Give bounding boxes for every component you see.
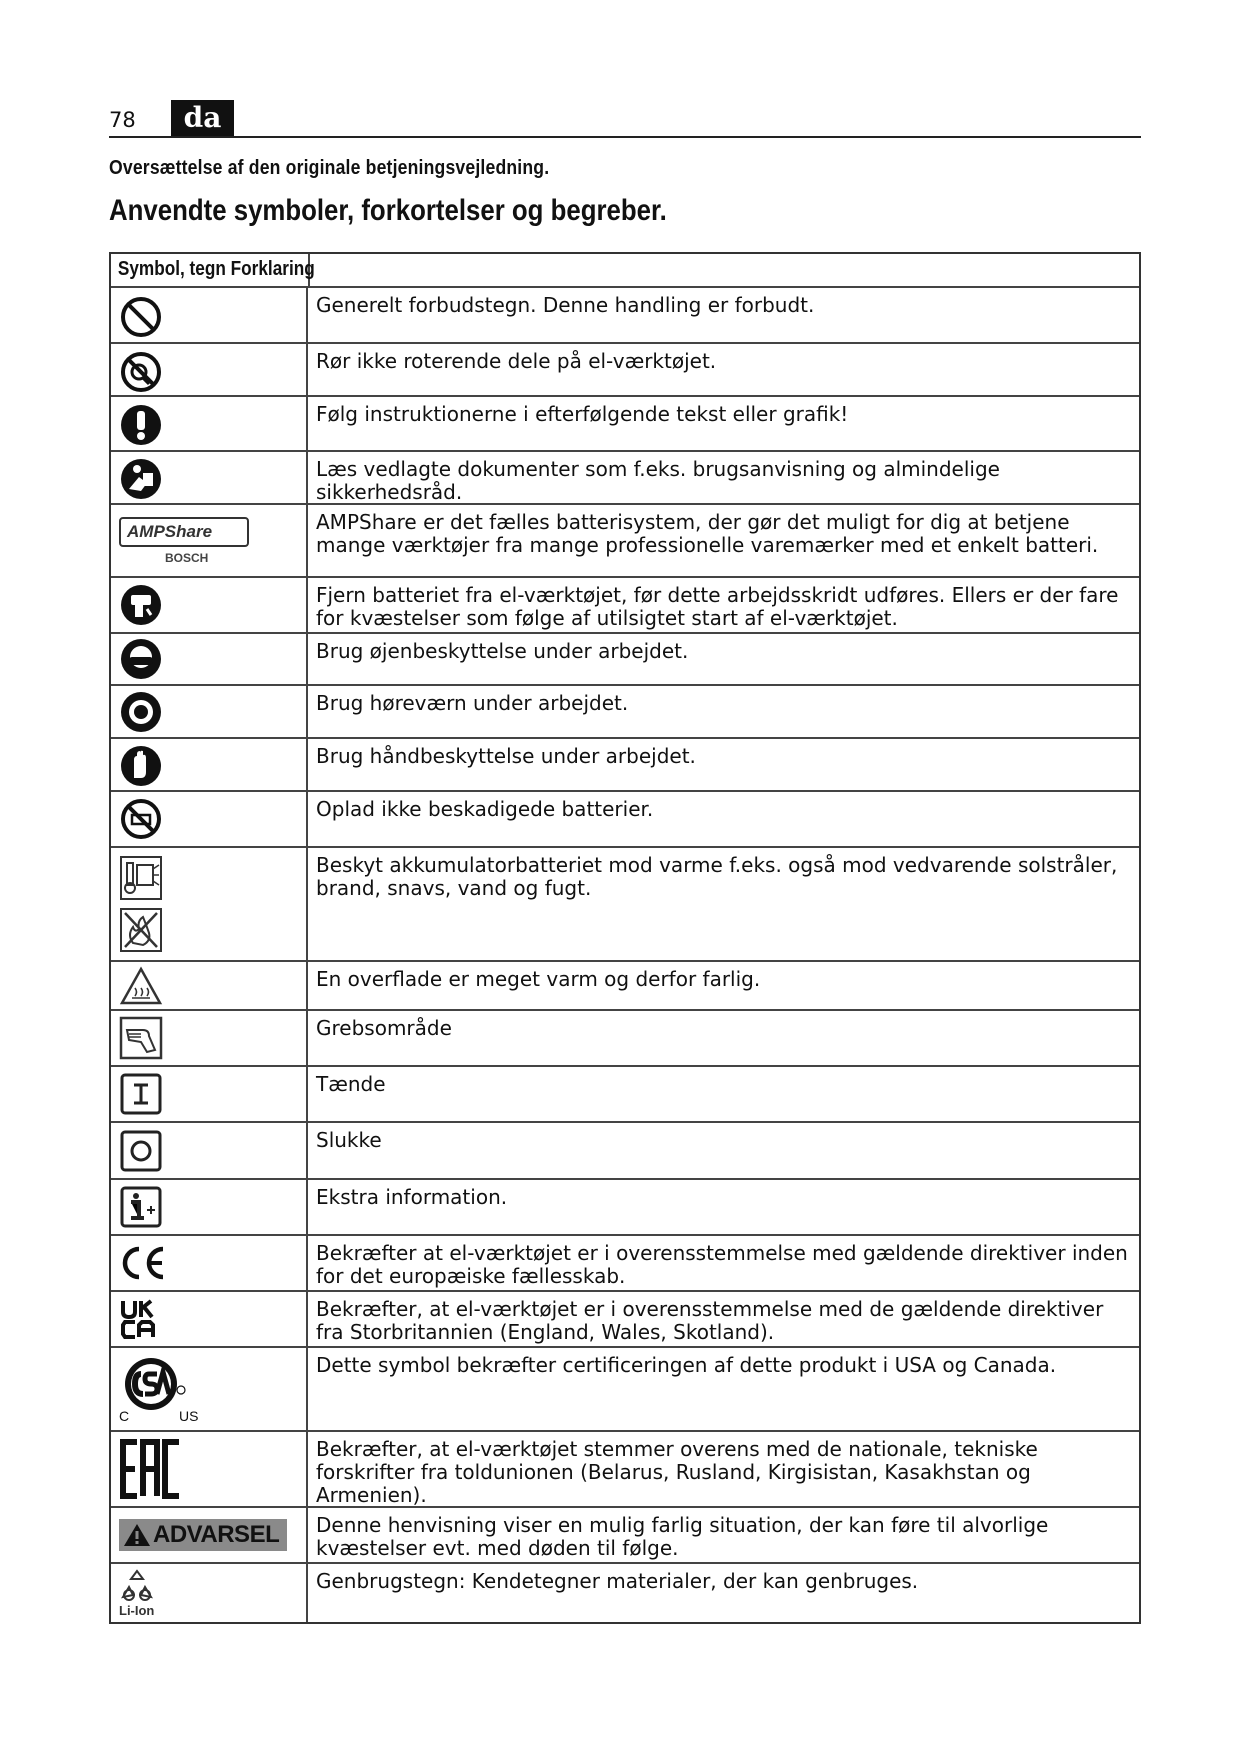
row-description: Genbrugstegn: Kendetegner materialer, der kan genbruges. bbox=[316, 1569, 919, 1593]
warning-label-text: ADVARSEL bbox=[153, 1521, 280, 1548]
hand-protection-icon bbox=[119, 742, 163, 788]
table-row bbox=[111, 1346, 1139, 1430]
row-description: Brug høreværn under arbejdet. bbox=[316, 691, 629, 715]
table-row bbox=[111, 503, 1139, 576]
table-row bbox=[111, 1178, 1139, 1234]
table-header-text: Symbol, tegn Forklaring bbox=[117, 258, 315, 280]
language-tab: da bbox=[171, 100, 234, 137]
recycling-icon bbox=[111, 1564, 308, 1622]
row-description: Brug øjenbeskyttelse under arbejdet. bbox=[316, 639, 689, 663]
no-fire-water-icon bbox=[119, 907, 163, 953]
row-description: Tænde bbox=[316, 1072, 386, 1096]
row-description: Følg instruktionerne i efterfølgende tekst eller grafik! bbox=[316, 402, 849, 426]
row-description: Beskyt akkumulatorbatteriet mod varme f.eks. også mod vedvarende solstråler, brand, snavs, vand og fugt. bbox=[316, 853, 1118, 900]
document-subtitle: Oversættelse af den originale betjeningsvejledning. bbox=[109, 157, 550, 179]
table-row bbox=[111, 632, 1139, 684]
row-description: Generelt forbudstegn. Denne handling er forbudt. bbox=[316, 293, 815, 317]
table-row bbox=[111, 1121, 1139, 1178]
row-description: En overflade er meget varm og derfor farlig. bbox=[316, 967, 761, 991]
header-rule bbox=[109, 136, 1141, 138]
symbols-table bbox=[109, 252, 1141, 1624]
grip-area-icon bbox=[119, 1016, 163, 1060]
ear-protection-icon bbox=[119, 690, 163, 734]
table-row bbox=[111, 1430, 1139, 1506]
table-header-row bbox=[111, 254, 1139, 286]
exclamation-icon bbox=[119, 401, 163, 447]
table-row bbox=[111, 1009, 1139, 1065]
table-row bbox=[111, 286, 1139, 342]
read-manual-icon bbox=[119, 455, 163, 501]
table-row bbox=[111, 1290, 1139, 1346]
row-description: AMPShare er det fælles batterisystem, der gør det muligt for dig at betjene mange værktøjer fra mange professionelle varemærker med et enkelt batteri. bbox=[316, 510, 1099, 557]
row-description: Bekræfter at el-værktøjet er i overensstemmelse med gældende direktiver inden for det europæiske fællesskab. bbox=[316, 1241, 1128, 1288]
temperature-icon bbox=[119, 855, 163, 901]
table-row bbox=[111, 1506, 1139, 1562]
bosch-logo-text: BOSCH bbox=[165, 550, 209, 565]
table-row bbox=[111, 1234, 1139, 1290]
ampshare-logo bbox=[119, 517, 249, 547]
row-description: Fjern batteriet fra el-værktøjet, før dette arbejdsskridt udføres. Ellers er der fare for kvæstelser som følge af utilsigtet start af el-værktøjet. bbox=[316, 583, 1119, 630]
ampshare-logo-text: AMPShare bbox=[127, 521, 213, 541]
no-touch-rotating-icon bbox=[119, 348, 163, 392]
power-on-icon bbox=[119, 1072, 163, 1116]
row-description: Brug håndbeskyttelse under arbejdet. bbox=[316, 744, 696, 768]
eac-mark-icon bbox=[119, 1438, 191, 1500]
row-description: Bekræfter, at el-værktøjet er i overensstemmelse med de gældende direktiver fra Storbritannien (England, Wales, Skotland). bbox=[316, 1297, 1104, 1344]
row-description: Slukke bbox=[316, 1128, 382, 1152]
no-charge-damaged-battery-icon bbox=[119, 797, 163, 841]
csa-us-label: US bbox=[179, 1408, 199, 1424]
csa-mark-icon bbox=[111, 1348, 308, 1430]
table-row bbox=[111, 737, 1139, 790]
row-description: Rør ikke roterende dele på el-værktøjet. bbox=[316, 349, 717, 373]
eye-protection-icon bbox=[119, 637, 163, 681]
row-description: Oplad ikke beskadigede batterier. bbox=[316, 797, 654, 821]
table-row bbox=[111, 395, 1139, 450]
section-title: Anvendte symboler, forkortelser og begreber. bbox=[109, 194, 667, 227]
row-description: Læs vedlagte dokumenter som f.eks. brugsanvisning og almindelige sikkerhedsråd. bbox=[316, 457, 1000, 504]
table-row bbox=[111, 790, 1139, 846]
li-ion-label: Li-Ion bbox=[119, 1602, 155, 1618]
row-description: Ekstra information. bbox=[316, 1185, 508, 1209]
warning-triangle-icon bbox=[123, 1523, 151, 1547]
table-row bbox=[111, 684, 1139, 737]
page-number: 78 bbox=[109, 108, 136, 132]
page-header bbox=[109, 100, 1141, 138]
table-row bbox=[111, 450, 1139, 503]
warning-label-icon bbox=[119, 1519, 287, 1551]
recycling-symbol-icon bbox=[119, 1569, 155, 1603]
row-description: Denne henvisning viser en mulig farlig situation, der kan føre til alvorlige kvæstelser evt. med døden til følge. bbox=[316, 1513, 1049, 1560]
info-icon bbox=[119, 1185, 163, 1229]
ukca-mark-icon bbox=[119, 1298, 159, 1340]
ce-mark-icon bbox=[119, 1243, 169, 1283]
row-description: Bekræfter, at el-værktøjet stemmer overens med de nationale, tekniske forskrifter fra toldunionen (Belarus, Rusland, Kirgisistan, Kasakhstan og Armenien). bbox=[316, 1437, 1038, 1507]
prohibition-icon bbox=[119, 293, 163, 337]
table-row bbox=[111, 960, 1139, 1009]
table-row bbox=[111, 576, 1139, 632]
power-off-icon bbox=[119, 1129, 163, 1173]
hot-surface-icon bbox=[119, 966, 163, 1006]
table-row bbox=[111, 846, 1139, 960]
csa-c-label: C bbox=[119, 1408, 130, 1424]
battery-heat-protection-icon bbox=[111, 848, 308, 960]
remove-battery-icon bbox=[119, 583, 163, 627]
table-row bbox=[111, 1065, 1139, 1121]
row-description: Grebsområde bbox=[316, 1016, 452, 1040]
table-row bbox=[111, 1562, 1139, 1622]
table-row bbox=[111, 342, 1139, 395]
row-description: Dette symbol bekræfter certificeringen af dette produkt i USA og Canada. bbox=[316, 1353, 1057, 1377]
